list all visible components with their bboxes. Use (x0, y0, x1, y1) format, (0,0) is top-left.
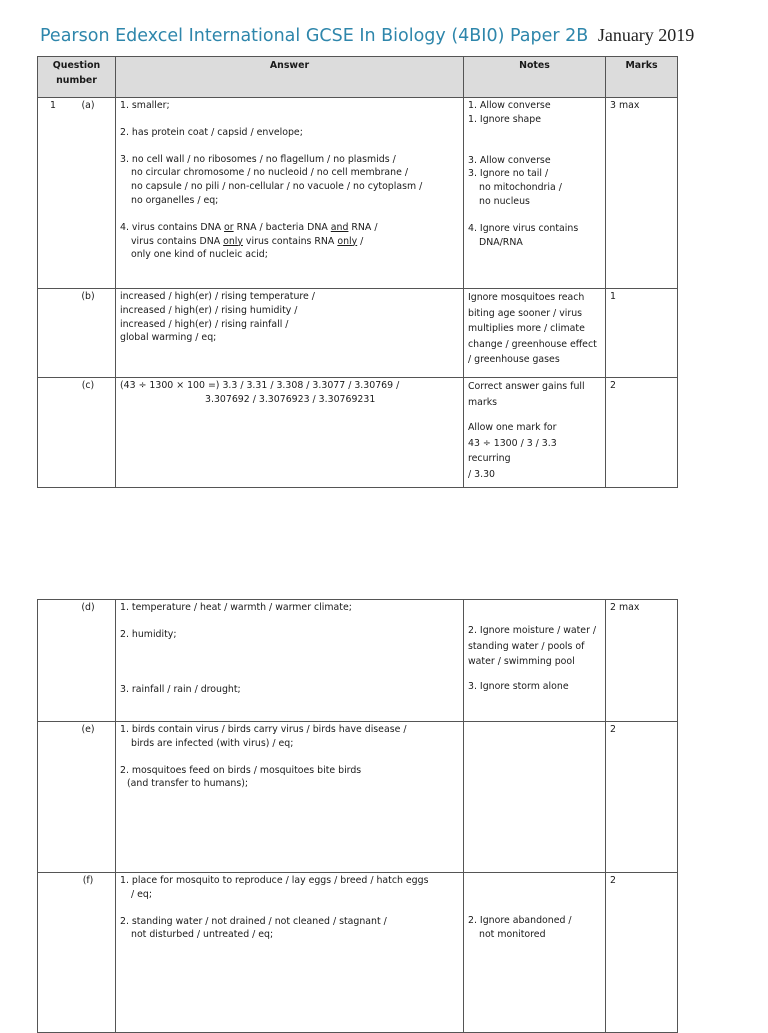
question-part: (d) (81, 602, 95, 613)
answer-cell (116, 98, 464, 289)
marks-cell: 2 (606, 873, 678, 1033)
answer-cell (116, 873, 464, 1033)
page-title (40, 25, 694, 46)
table-header-row (38, 57, 678, 98)
question-part: (b) (81, 291, 95, 302)
question-number: 1 (50, 100, 56, 111)
question-cell (38, 722, 116, 873)
header-answer: Answer (116, 57, 464, 98)
answer-point: 1. birds contain virus / birds carry virus / birds have disease / birds are infected (with virus) / eq; (120, 724, 407, 749)
question-cell (38, 289, 116, 378)
answer-point: 2. humidity; (120, 628, 177, 640)
answer-cell: (43 ÷ 1300 × 100 =) 3.3 / 3.31 / 3.308 / 3.3077 / 3.30769 / 3.307692 / 3.3076923 / 3.30769231 (116, 378, 464, 488)
answer-point: 2. mosquitoes feed on birds / mosquitoes bite birds (and transfer to humans); (120, 764, 362, 790)
answer-point: 2. has protein coat / capsid / envelope; (120, 126, 303, 138)
exam-date: January 2019 (597, 25, 695, 45)
table-row-1d (38, 600, 678, 722)
header-question-number: Question number (38, 57, 116, 98)
question-part: (e) (81, 724, 95, 735)
mark-scheme-table-1 (37, 56, 678, 488)
answer-point: 3. no cell wall / no ribosomes / no flagellum / no plasmids / no circular chromosome / no nucleoid / no cell membrane / no capsule / no pili / non-cellular / no vacuole / no cytoplasm / no organelles / eq; (120, 153, 423, 206)
notes-cell: 2. Ignore moisture / water / standing water / pools of water / swimming pool 3. Ignore storm alone (464, 600, 606, 722)
marks-cell: 1 (606, 289, 678, 378)
notes-cell: 2. Ignore abandoned / not monitored (464, 873, 606, 1033)
marks-cell: 2 (606, 378, 678, 488)
answer-point: 2. standing water / not drained / not cleaned / stagnant / not disturbed / untreated / eq; (120, 915, 387, 941)
table-row-1c (38, 378, 678, 488)
notes-cell: Ignore mosquitoes reach biting age sooner / virus multiplies more / climate change / greenhouse effect / greenhouse gases (464, 289, 606, 378)
answer-cell (116, 722, 464, 873)
header-notes: Notes (464, 57, 606, 98)
notes-cell: 1. Allow converse 1. Ignore shape 3. Allow converse 3. Ignore no tail / no mitochondria / no nucleus 4. Ignore virus contains DNA/RNA (464, 98, 606, 289)
mark-scheme-table-2 (37, 599, 678, 1033)
paper-title: Pearson Edexcel International GCSE In Biology (4BI0) Paper 2B (40, 26, 589, 46)
notes-cell (464, 722, 606, 873)
question-part: (a) (81, 100, 95, 111)
question-part: (c) (81, 380, 95, 391)
answer-point: 1. place for mosquito to reproduce / lay eggs / breed / hatch eggs / eq; (120, 875, 429, 900)
question-part: (f) (82, 875, 94, 886)
answer-point: 1. smaller; (120, 100, 170, 111)
header-marks: Marks (606, 57, 678, 98)
question-cell (38, 378, 116, 488)
answer-point: 4. virus contains DNA or RNA / bacteria DNA and RNA / virus contains DNA only virus contains RNA only / only one kind of nucleic acid; (120, 221, 378, 261)
table-row-1e (38, 722, 678, 873)
table-row-1b (38, 289, 678, 378)
question-cell (38, 600, 116, 722)
notes-cell: Correct answer gains full marks Allow one mark for 43 ÷ 1300 / 3 / 3.3 recurring / 3.30 (464, 378, 606, 488)
answer-cell: increased / high(er) / rising temperature / increased / high(er) / rising humidity / increased / high(er) / rising rainfall / global warming / eq; (116, 289, 464, 378)
marks-cell: 2 max (606, 600, 678, 722)
answer-cell (116, 600, 464, 722)
answer-point: 1. temperature / heat / warmth / warmer climate; (120, 602, 352, 613)
answer-point: 3. rainfall / rain / drought; (120, 683, 241, 695)
table-row-1f (38, 873, 678, 1033)
table-row-1a (38, 98, 678, 289)
question-cell (38, 873, 116, 1033)
marks-cell: 3 max (606, 98, 678, 289)
marks-cell: 2 (606, 722, 678, 873)
question-cell (38, 98, 116, 289)
